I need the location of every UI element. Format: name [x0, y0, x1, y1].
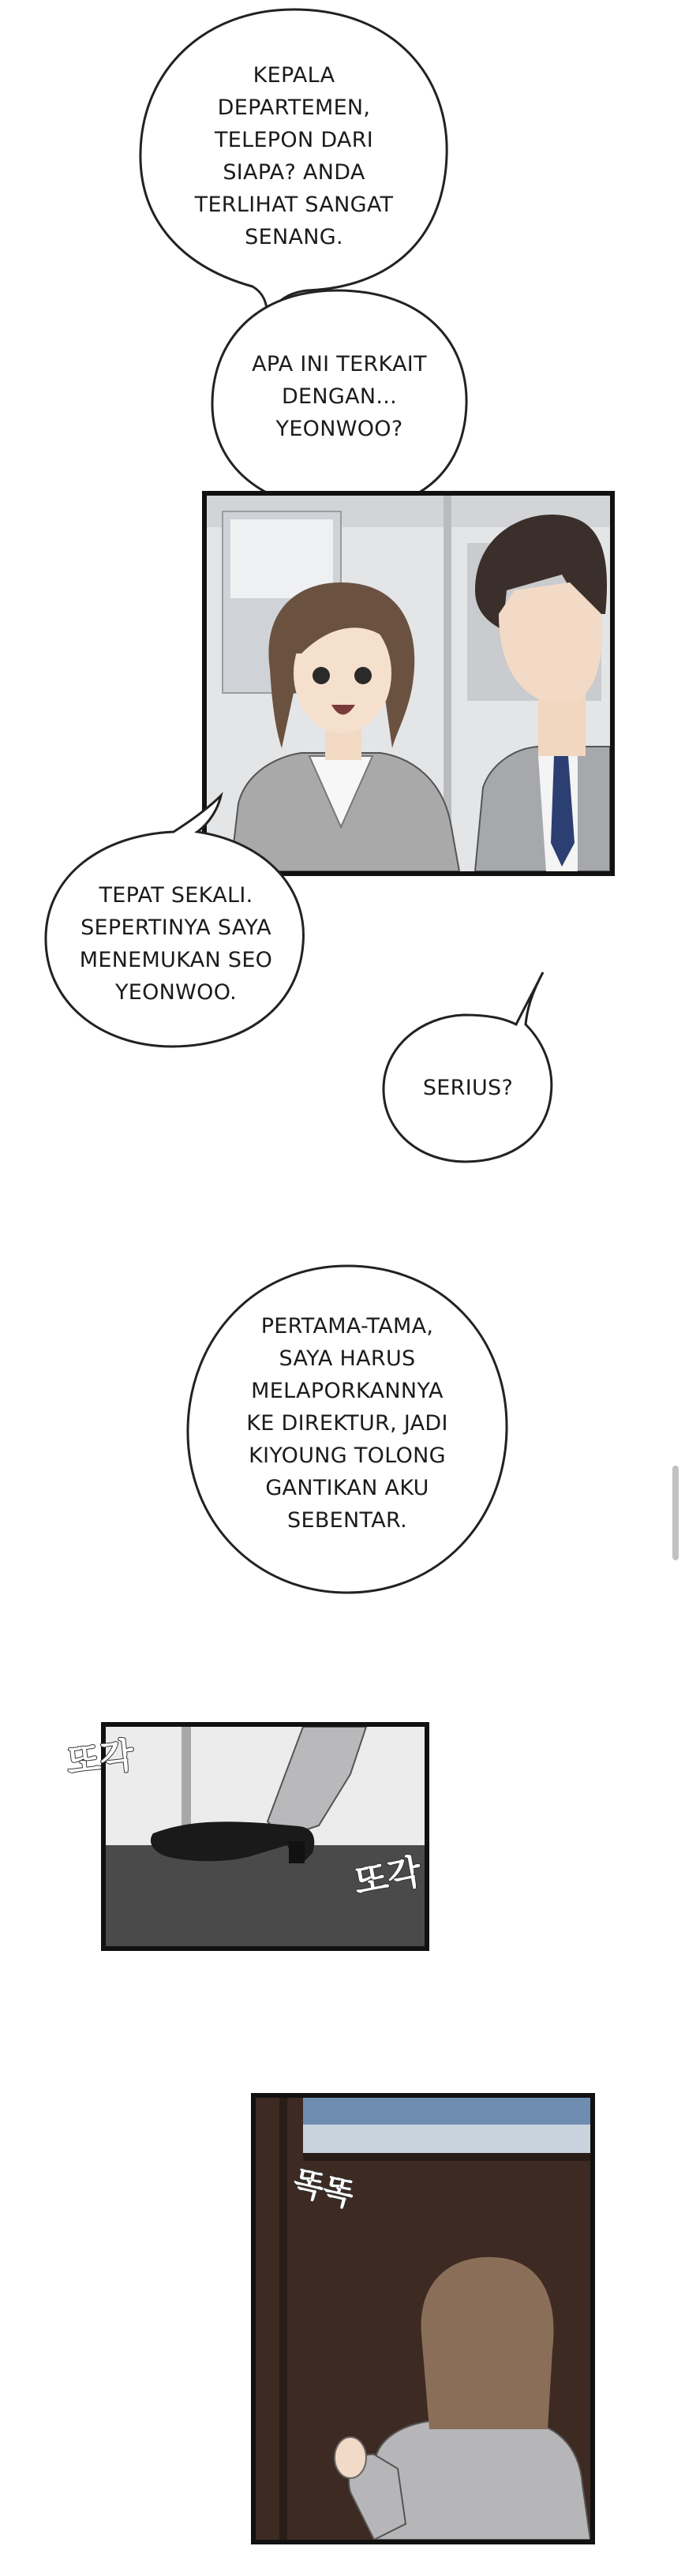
bubble-2-line-3: YEONWOO?: [275, 416, 403, 441]
sfx-knock: 똑똑: [289, 2164, 357, 2215]
bubble-5-line-1: PERTAMA-TAMA,: [260, 1313, 434, 1339]
bubble-3-line-1: TEPAT SEKALI.: [99, 883, 253, 908]
speech-bubble-1: [134, 6, 454, 322]
speech-bubble-5: [182, 1261, 513, 1599]
scrollbar-thumb[interactable]: [672, 1466, 679, 1560]
bubble-5-line-3: MELAPORKANNYA: [251, 1378, 444, 1403]
bubble-4-line-1: SERIUS?: [422, 1075, 514, 1100]
bubble-1-line-4: SIAPA? ANDA: [223, 160, 365, 185]
speech-bubble-3-text: [54, 873, 298, 1015]
speech-bubble-4-text: [385, 1048, 551, 1127]
bubble-3-line-4: YEONWOO.: [114, 980, 238, 1005]
bubble-5-line-4: KE DIREKTUR, JADI: [246, 1410, 448, 1436]
speech-bubble-4: [377, 969, 557, 1165]
bubble-5-line-6: GANTIKAN AKU: [265, 1475, 429, 1500]
bubble-2-line-2: DENGAN...: [281, 384, 398, 409]
speech-bubble-1-text: [158, 54, 430, 259]
sfx-tap-right: 또각: [350, 1851, 425, 1903]
bubble-2-line-1: APA INI TERKAIT: [252, 351, 427, 376]
bubble-1-line-2: DEPARTEMEN,: [217, 95, 371, 120]
bubble-5-line-7: SEBENTAR.: [287, 1507, 407, 1533]
walking-shoe-art: [106, 1727, 425, 1946]
speech-bubble-3: [39, 796, 312, 1052]
panel-walking-shoe: [101, 1722, 429, 1951]
speech-bubble-2-text: [225, 333, 454, 459]
bubble-1-line-1: KEPALA: [253, 63, 335, 88]
bubble-3-line-2: SEPERTINYA SAYA: [80, 915, 271, 940]
speech-bubble-5-text: [205, 1305, 489, 1541]
sfx-tap-left: 또각: [65, 1735, 136, 1783]
bubble-1-line-5: TERLIHAT SANGAT: [194, 193, 394, 217]
bubble-5-line-2: SAYA HARUS: [279, 1346, 416, 1371]
bubble-3-line-3: MENEMUKAN SEO: [79, 948, 273, 972]
bubble-1-line-6: SENANG.: [245, 225, 343, 249]
bubble-1-line-3: TELEPON DARI: [214, 128, 374, 152]
bubble-5-line-5: KIYOUNG TOLONG: [249, 1443, 446, 1468]
